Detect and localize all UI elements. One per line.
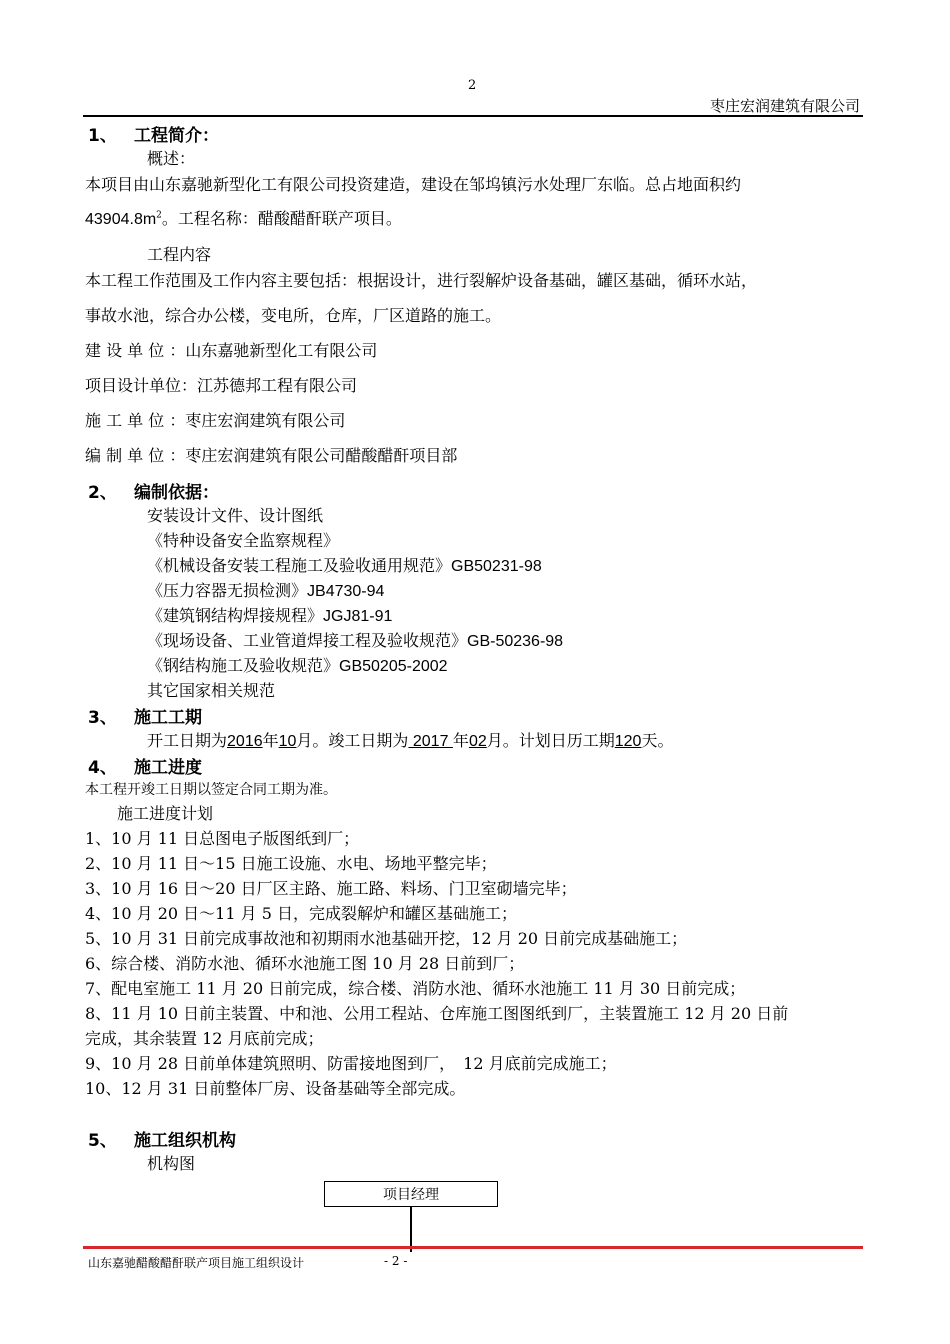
progress-item: 7、配电室施工 11 月 20 日前完成，综合楼、消防水池、循环水池施工 11 月 30 日前完成； xyxy=(85,979,746,998)
footer-title: 山东嘉驰醋酸醋酐联产项目施工组织设计 xyxy=(88,1256,305,1270)
footer-rule xyxy=(83,1246,863,1249)
section-3-heading: 3、 施工工期 xyxy=(88,708,202,728)
footer-page-number: - 2 - xyxy=(384,1254,408,1268)
basis-item: 安装设计文件、设计图纸 xyxy=(147,506,324,525)
progress-item: 10、12 月 31 日前整体厂房、设备基础等全部完成。 xyxy=(85,1079,466,1098)
section-2-heading: 2、 编制依据： xyxy=(88,483,219,503)
content-line-1: 本工程工作范围及工作内容主要包括：根据设计，进行裂解炉设备基础，罐区基础，循环水站， xyxy=(85,271,758,290)
basis-item: 《现场设备、工业管道焊接工程及验收规范》GB-50236-98 xyxy=(147,631,564,650)
schedule-dates: 开工日期为2016年10月。竣工日期为 2017 年02月。计划日历工期120天。 xyxy=(147,731,674,750)
basis-item: 《钢结构施工及验收规范》GB50205-2002 xyxy=(147,656,448,675)
progress-item: 4、10 月 20 日～11 月 5 日，完成裂解炉和罐区基础施工； xyxy=(85,904,517,923)
progress-item: 8、11 月 10 日前主装置、中和池、公用工程站、仓库施工图图纸到厂，主装置施工 12 月 20 日前 xyxy=(85,1004,789,1023)
overview-label: 概述： xyxy=(147,149,196,168)
unit-compile: 编 制 单 位 ：枣庄宏润建筑有限公司醋酸醋酐项目部 xyxy=(85,446,458,465)
basis-item: 其它国家相关规范 xyxy=(147,681,276,700)
basis-item: 《特种设备安全监察规程》 xyxy=(147,531,340,550)
progress-item: 6、综合楼、消防水池、循环水池施工图 10 月 28 日前到厂； xyxy=(85,954,525,973)
progress-item: 9、10 月 28 日前单体建筑照明、防雷接地图到厂， 12 月底前完成施工； xyxy=(85,1054,617,1073)
org-box-project-manager: 项目经理 xyxy=(324,1181,498,1207)
page-number: 2 xyxy=(468,78,477,93)
content-label: 工程内容 xyxy=(147,245,212,264)
progress-note: 本工程开竣工日期以签定合同工期为准。 xyxy=(85,782,337,798)
header-company: 枣庄宏润建筑有限公司 xyxy=(709,97,860,115)
overview-line-2: $43904.8m^2$。工程名称：醋酸醋酐联产项目。 xyxy=(85,209,402,228)
overview-line-1: 本项目由山东嘉驰新型化工有限公司投资建造，建设在邹坞镇污水处理厂东临。总占地面积约 xyxy=(85,175,742,194)
unit-build: 建 设 单 位 ：山东嘉驰新型化工有限公司 xyxy=(85,341,378,360)
progress-item: 完成，其余装置 12 月底前完成； xyxy=(85,1029,324,1048)
basis-item: 《压力容器无损检测》JB4730-94 xyxy=(147,581,385,600)
org-chart-label: 机构图 xyxy=(147,1154,196,1173)
basis-item: 《机械设备安装工程施工及验收通用规范》GB50231-98 xyxy=(147,556,542,575)
header-rule xyxy=(83,115,863,117)
progress-item: 1、10 月 11 日总图电子版图纸到厂； xyxy=(85,829,360,848)
content-line-2: 事故水池，综合办公楼，变电所，仓库，厂区道路的施工。 xyxy=(85,306,502,325)
progress-item: 3、10 月 16 日～20 日厂区主路、施工路、料场、门卫室砌墙完毕； xyxy=(85,879,577,898)
basis-item: 《建筑钢结构焊接规程》JGJ81-91 xyxy=(147,606,393,625)
progress-item: 2、10 月 11 日～15 日施工设施、水电、场地平整完毕； xyxy=(85,854,497,873)
section-4-heading: 4、 施工进度 xyxy=(88,758,202,778)
unit-construct: 施 工 单 位 ：枣庄宏润建筑有限公司 xyxy=(85,411,346,430)
progress-plan-label: 施工进度计划 xyxy=(117,804,214,823)
section-1-heading: 1、 工程简介： xyxy=(88,126,219,146)
progress-item: 5、10 月 31 日前完成事故池和初期雨水池基础开挖，12 月 20 日前完成基础施工； xyxy=(85,929,688,948)
section-5-heading: 5、 施工组织机构 xyxy=(88,1131,236,1151)
unit-design: 项目设计单位：江苏德邦工程有限公司 xyxy=(85,376,358,395)
